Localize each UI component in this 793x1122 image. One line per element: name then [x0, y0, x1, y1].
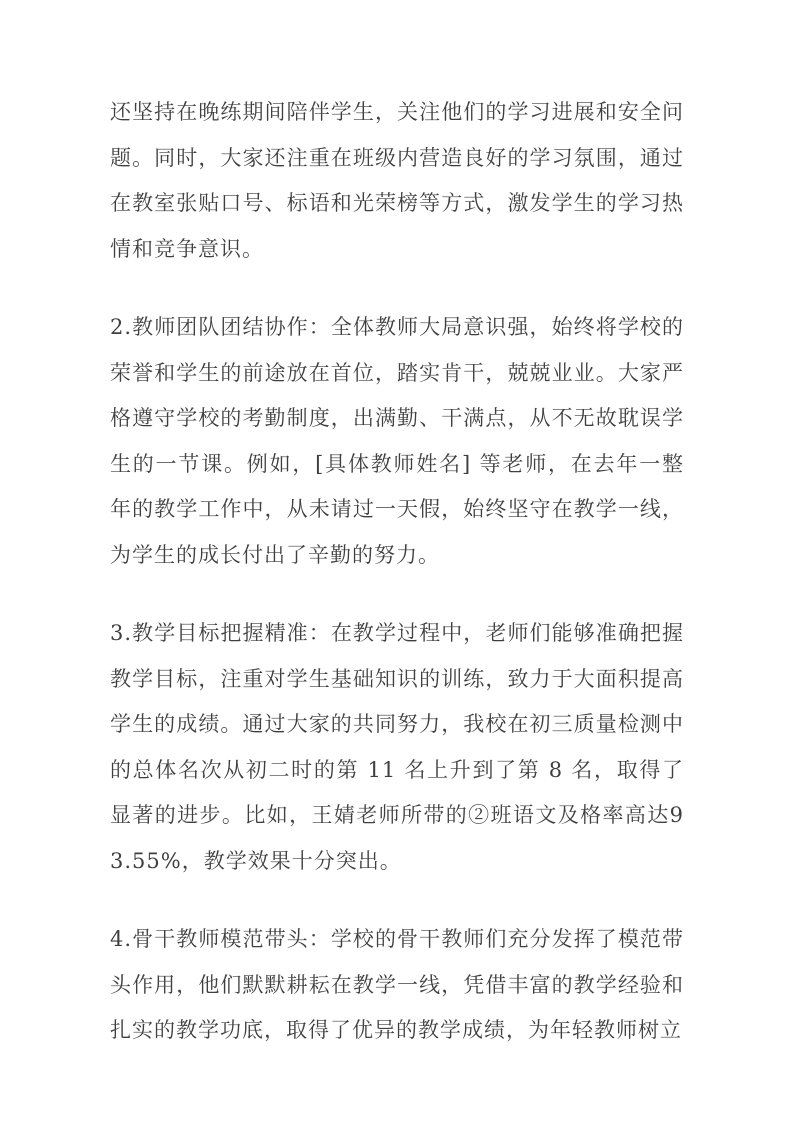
paragraph-continuation: 还坚持在晚练期间陪伴学生，关注他们的学习进展和安全问题。同时，大家还注重在班级内营造良好的学习氛围，通过在教室张贴口号、标语和光荣榜等方式，激发学生的学习热情和竞争意识。	[110, 100, 684, 261]
document-body	[110, 90, 684, 1087]
paragraph-point-2-teacher-teamwork: 2.教师团队团结协作：全体教师大局意识强，始终将学校的荣誉和学生的前途放在首位，踏实肯干，兢兢业业。大家严格遵守学校的考勤制度，出满勤、干满点，从不无故耽误学生的一节课。例如，[具体教师姓名] 等老师，在去年一整年的教学工作中，从未请过一天假，始终坚守在教学一线，为学生的成长付出了辛勤的努力。	[110, 315, 684, 567]
paragraph-point-4-backbone-teachers: 4.骨干教师模范带头：学校的骨干教师们充分发挥了模范带头作用，他们默默耕耘在教学一线，凭借丰富的教学经验和扎实的教学功底，取得了优异的教学成绩，为年轻教师树立	[110, 927, 684, 1042]
paragraph-point-3-teaching-goals: 3.教学目标把握精准：在教学过程中，老师们能够准确把握教学目标，注重对学生基础知识的训练，致力于大面积提高学生的成绩。通过大家的共同努力，我校在初三质量检测中的总体名次从初二时的第 11 名上升到了第 8 名，取得了显著的进步。比如，王婧老师所带的②班语文及格率高达93.55%，教学效果十分突出。	[110, 621, 684, 873]
